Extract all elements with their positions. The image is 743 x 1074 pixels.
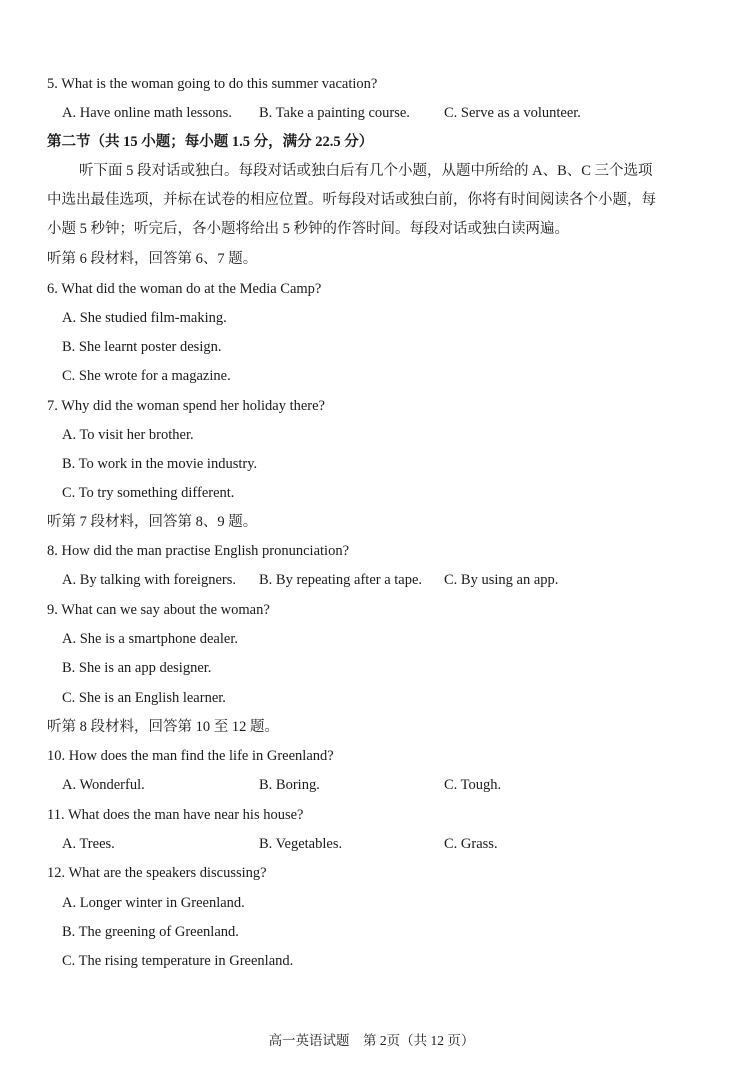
q10-option-c: C. Tough.: [444, 777, 502, 793]
section-heading: 第二节（共 15 小题；每小题 1.5 分，满分 22.5 分）: [47, 134, 374, 150]
q6-option-a: A. She studied film-making.: [62, 310, 227, 326]
q9-option-c: C. She is an English learner.: [62, 690, 226, 706]
q9-stem: 9. What can we say about the woman?: [47, 602, 270, 618]
q8-option-a: A. By talking with foreigners.: [62, 572, 236, 588]
q9-option-a: A. She is a smartphone dealer.: [62, 631, 238, 647]
q10-stem: 10. How does the man find the life in Greenland?: [47, 748, 334, 764]
q11-option-a: A. Trees.: [62, 836, 115, 852]
q7-option-a: A. To visit her brother.: [62, 427, 194, 443]
q6-option-b: B. She learnt poster design.: [62, 339, 222, 355]
instructions-line: 中选出最佳选项，并标在试卷的相应位置。听每段对话或独白前，你将有时间阅读各个小题，每: [47, 192, 656, 208]
q8-stem: 8. How did the man practise English pronunciation?: [47, 543, 350, 559]
q10-option-b: B. Boring.: [259, 777, 320, 793]
q8-option-c: C. By using an app.: [444, 572, 559, 588]
q10-option-a: A. Wonderful.: [62, 777, 145, 793]
q8-option-b: B. By repeating after a tape.: [259, 572, 423, 588]
q6-option-c: C. She wrote for a magazine.: [62, 368, 231, 384]
material-6-heading: 听第 6 段材料，回答第 6、7 题。: [47, 251, 258, 267]
q9-option-b: B. She is an app designer.: [62, 660, 212, 676]
instructions-line: 小题 5 秒钟；听完后，各小题将给出 5 秒钟的作答时间。每段对话或独白读两遍。: [47, 221, 569, 237]
q7-option-c: C. To try something different.: [62, 485, 235, 501]
q5-option-b: B. Take a painting course.: [259, 105, 410, 121]
material-7-heading: 听第 7 段材料，回答第 8、9 题。: [47, 514, 258, 530]
q5-stem: 5. What is the woman going to do this summer vacation?: [47, 76, 378, 92]
page-footer: 高一英语试题 第 2页（共 12 页）: [268, 1033, 475, 1048]
material-8-heading: 听第 8 段材料，回答第 10 至 12 题。: [47, 719, 279, 735]
q5-option-a: A. Have online math lessons.: [62, 105, 232, 121]
q7-option-b: B. To work in the movie industry.: [62, 456, 258, 472]
q11-stem: 11. What does the man have near his house?: [47, 807, 304, 823]
q12-option-c: C. The rising temperature in Greenland.: [62, 953, 294, 969]
q12-stem: 12. What are the speakers discussing?: [47, 865, 267, 881]
q7-stem: 7. Why did the woman spend her holiday there?: [47, 398, 325, 414]
q11-option-b: B. Vegetables.: [259, 836, 343, 852]
q12-option-b: B. The greening of Greenland.: [62, 924, 239, 940]
q6-stem: 6. What did the woman do at the Media Camp?: [47, 281, 322, 297]
instructions-line: 听下面 5 段对话或独白。每段对话或独白后有几个小题，从题中所给的 A、B、C 三个选项: [79, 163, 653, 179]
q12-option-a: A. Longer winter in Greenland.: [62, 895, 245, 911]
q11-option-c: C. Grass.: [444, 836, 498, 852]
q5-option-c: C. Serve as a volunteer.: [444, 105, 581, 121]
